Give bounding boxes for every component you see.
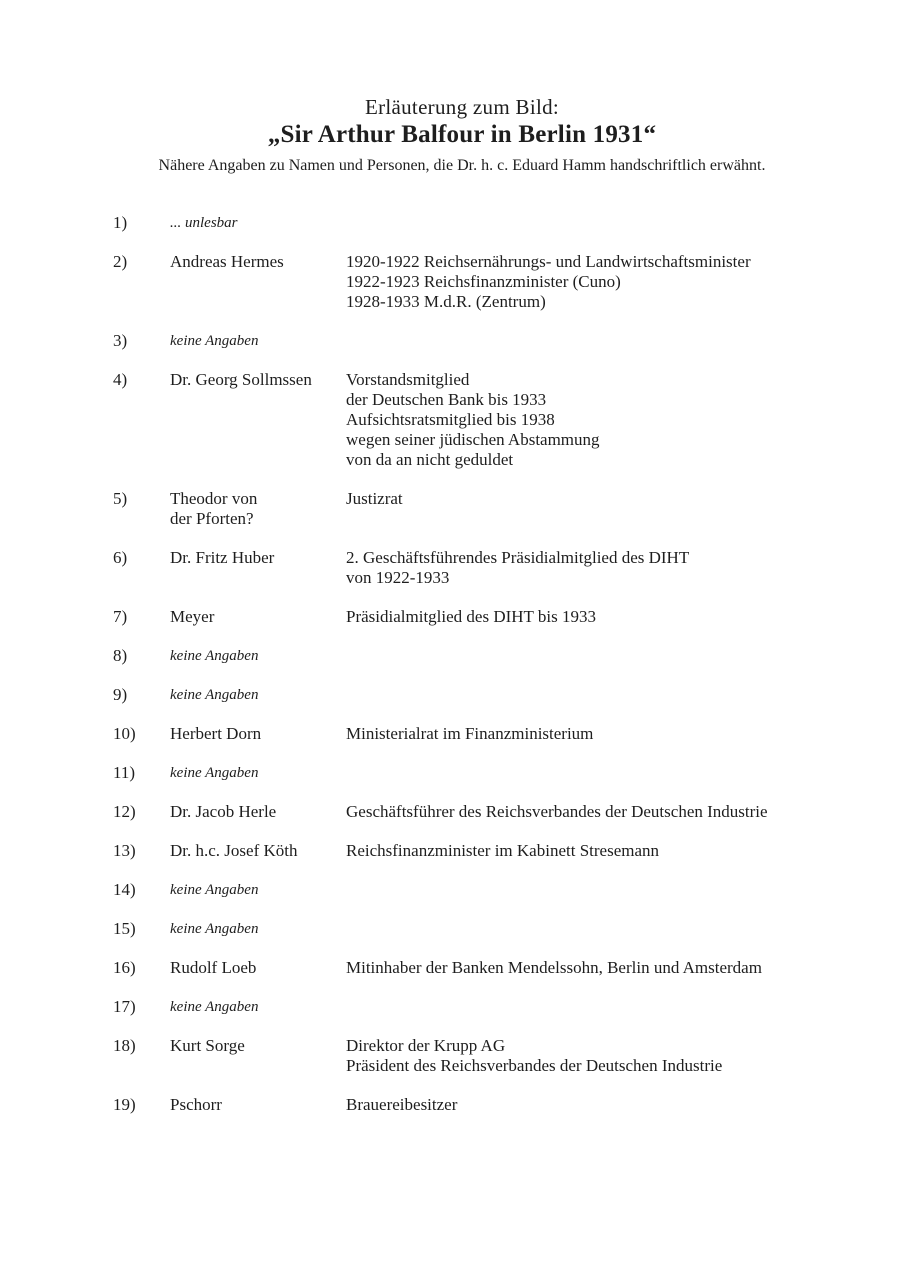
entry-name-line: Pschorr: [170, 1095, 222, 1114]
entry-name: [170, 997, 346, 1017]
entry-number: 3): [113, 331, 128, 350]
list-item: [113, 213, 884, 233]
entry-description-line: Brauereibesitzer: [346, 1095, 458, 1114]
entry-name-line: Dr. Fritz Huber: [170, 548, 275, 567]
list-item: [113, 958, 884, 978]
entry-description: [346, 724, 884, 744]
entry-description-line: Mitinhaber der Banken Mendelssohn, Berlin und Amsterdam: [346, 958, 762, 977]
page-title: „Sir Arthur Balfour in Berlin 1931“: [267, 121, 657, 148]
entry-description: [346, 958, 884, 978]
entry-name-line: Dr. Georg Sollmssen: [170, 370, 312, 389]
entry-name-line: Dr. h.c. Josef Köth: [170, 841, 298, 860]
entry-name-line: Meyer: [170, 607, 215, 626]
entry-description-line: Direktor der Krupp AG: [346, 1036, 506, 1055]
entry-description: [346, 802, 884, 822]
entry-note: keine Angaben: [170, 882, 259, 898]
entry-number: 9): [113, 685, 128, 704]
entry-name: [170, 1036, 346, 1056]
entry-name: [170, 958, 346, 978]
list-item: [113, 997, 884, 1017]
entry-name: [170, 370, 346, 390]
entry-description-line: Justizrat: [346, 489, 403, 508]
entry-description: [346, 370, 884, 470]
entry-name: [170, 685, 346, 705]
entry-description: [346, 607, 884, 627]
entry-name: [170, 489, 346, 529]
entry-number: 1): [113, 213, 128, 232]
list-item: [113, 370, 884, 470]
document-header: [0, 0, 924, 176]
entry-name-line: Kurt Sorge: [170, 1036, 245, 1055]
entry-description-line: Reichsfinanzminister im Kabinett Stresemann: [346, 841, 660, 860]
list-item: [113, 607, 884, 627]
pretitle: Erläuterung zum Bild:: [364, 95, 560, 119]
entry-description-line: Präsidialmitglied des DIHT bis 1933: [346, 607, 596, 626]
entry-description: [346, 841, 884, 861]
entry-name: [170, 880, 346, 900]
entry-number: 18): [113, 1036, 136, 1055]
entry-name: [170, 919, 346, 939]
entry-name: [170, 763, 346, 783]
entry-number: 13): [113, 841, 136, 860]
entry-number: 6): [113, 548, 128, 567]
list-item: [113, 252, 884, 312]
entry-name-line: Andreas Hermes: [170, 252, 284, 271]
entry-number: 5): [113, 489, 128, 508]
entry-number: 12): [113, 802, 136, 821]
entry-note: keine Angaben: [170, 648, 259, 664]
entry-note: keine Angaben: [170, 333, 259, 349]
entry-number: 15): [113, 919, 136, 938]
entry-note: keine Angaben: [170, 921, 259, 937]
entry-description-line: der Deutschen Bank bis 1933: [346, 390, 547, 409]
entry-name: [170, 724, 346, 744]
entry-name: [170, 841, 346, 861]
entry-name-line: der Pforten?: [170, 509, 254, 528]
entry-number: 10): [113, 724, 136, 743]
entry-description-line: 2. Geschäftsführendes Präsidialmitglied des DIHT: [346, 548, 690, 567]
list-item: [113, 548, 884, 588]
entry-number: 11): [113, 763, 136, 782]
subtitle: Nähere Angaben zu Namen und Personen, die Dr. h. c. Eduard Hamm handschriftlich erwähnt.: [158, 157, 766, 174]
entry-description-line: 1920-1922 Reichsernährungs- und Landwirtschaftsminister: [346, 252, 751, 271]
entry-description-line: Präsident des Reichsverbandes der Deutschen Industrie: [346, 1056, 723, 1075]
entry-number: 17): [113, 997, 136, 1016]
entry-note: keine Angaben: [170, 765, 259, 781]
list-item: [113, 802, 884, 822]
entry-name-line: Herbert Dorn: [170, 724, 262, 743]
entry-number: 14): [113, 880, 136, 899]
entry-name: [170, 646, 346, 666]
entry-description: [346, 548, 884, 588]
entries-list: [113, 213, 884, 1115]
entry-name-line: Rudolf Loeb: [170, 958, 257, 977]
entry-description: [346, 489, 884, 509]
list-item: [113, 1036, 884, 1076]
list-item: [113, 331, 884, 351]
list-item: [113, 489, 884, 529]
entry-description: [346, 252, 884, 312]
entry-number: 7): [113, 607, 128, 626]
list-item: [113, 685, 884, 705]
list-item: [113, 724, 884, 744]
entry-description-line: 1922-1923 Reichsfinanzminister (Cuno): [346, 272, 621, 291]
entry-description-line: wegen seiner jüdischen Abstammung: [346, 430, 600, 449]
entry-description-line: von da an nicht geduldet: [346, 450, 514, 469]
entry-number: 19): [113, 1095, 136, 1114]
list-item: [113, 1095, 884, 1115]
list-item: [113, 841, 884, 861]
list-item: [113, 646, 884, 666]
entry-number: 8): [113, 646, 128, 665]
entry-name: [170, 802, 346, 822]
entry-description-line: Vorstandsmitglied: [346, 370, 470, 389]
entry-note: keine Angaben: [170, 687, 259, 703]
entry-name: [170, 331, 346, 351]
entry-name: [170, 548, 346, 568]
entry-description-line: von 1922-1933: [346, 568, 450, 587]
entry-description-line: 1928-1933 M.d.R. (Zentrum): [346, 292, 546, 311]
list-item: [113, 919, 884, 939]
entry-name: [170, 252, 346, 272]
entry-number: 16): [113, 958, 136, 977]
entry-name-line: Dr. Jacob Herle: [170, 802, 277, 821]
entry-name: [170, 1095, 346, 1115]
entry-description: [346, 1095, 884, 1115]
entry-description-line: Aufsichtsratsmitglied bis 1938: [346, 410, 555, 429]
entry-number: 4): [113, 370, 128, 389]
entry-description-line: Ministerialrat im Finanzministerium: [346, 724, 594, 743]
entry-description-line: Geschäftsführer des Reichsverbandes der Deutschen Industrie: [346, 802, 768, 821]
entry-number: 2): [113, 252, 128, 271]
entry-name-line: Theodor von: [170, 489, 258, 508]
entry-note: ... unlesbar: [170, 215, 238, 231]
list-item: [113, 880, 884, 900]
entry-note: keine Angaben: [170, 999, 259, 1015]
entry-name: [170, 213, 346, 233]
entry-name: [170, 607, 346, 627]
entry-description: [346, 1036, 884, 1076]
list-item: [113, 763, 884, 783]
